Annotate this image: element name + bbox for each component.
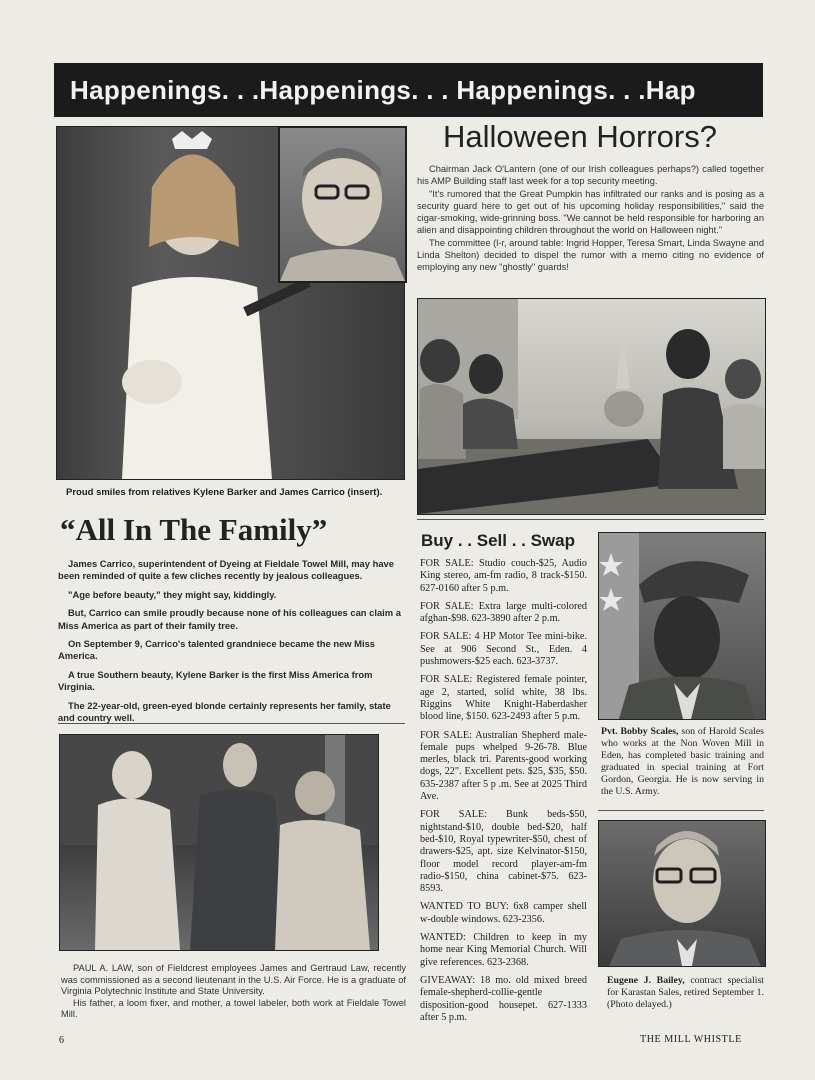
- family-headline: “All In The Family”: [60, 512, 328, 547]
- classified-ad: FOR SALE: Studio couch-$25, Audio King stereo, am-fm radio, 8 track-$150. 627-0160 after 5 p.m.: [420, 558, 587, 594]
- classified-ad: FOR SALE: Australian Shepherd male-female pups whelped 9-26-78. Blue merles, black tri. Parents-good working dogs, 22". Excellent pets. $25, $35, $50. 635-2387 after 5 p .m. See at 2025 Third Ave.: [420, 729, 587, 803]
- classified-ad: WANTED TO BUY: 6x8 camper shell w-double windows. 623-2356.: [420, 901, 587, 925]
- family-paragraph: A true Southern beauty, Kylene Barker is the first Miss America from Virginia.: [58, 668, 373, 693]
- page-number: 6: [59, 1035, 64, 1046]
- family-paragraph: But, Carrico can smile proudly because none of his colleagues can claim a Miss America as part of their family tree.: [58, 607, 401, 631]
- classified-ad: WANTED: Children to keep in my home near King Memorial Church. Will give references. 623-2368.: [420, 932, 587, 968]
- halloween-paragraph: Chairman Jack O'Lantern (one of our Irish colleagues perhaps?) called together his AMP Building staff last week for a top security meeting.: [417, 164, 764, 187]
- section-divider: [58, 723, 405, 724]
- family-paragraph: The 22-year-old, green-eyed blonde certainly represents her family, state and country well.: [58, 699, 391, 724]
- james-carrico-inset-photo: [278, 126, 407, 283]
- bobby-scales-photo: [598, 532, 766, 720]
- paul-law-commission-photo: [59, 734, 379, 951]
- classified-ad: FOR SALE: Registered female pointer, age 2, started, solid white, 38 lbs. Riggins White Knight-Haberdasher blood line, $150. 623-2493 after 5 p.m.: [420, 674, 587, 723]
- family-paragraph: On September 9, Carrico's talented grandniece became the new Miss America.: [58, 638, 376, 662]
- bobby-scales-text: son of Harold Scales who works at the Non Woven Mill in Eden, has completed basic training and graduated in special training at Fort Gordon, Georgia. He is now serving in the U.S. Army.: [601, 726, 764, 797]
- eugene-bailey-caption: [607, 975, 764, 1011]
- halloween-headline: Halloween Horrors?: [443, 119, 717, 154]
- classified-ad: FOR SALE: Bunk beds-$50, nightstand-$10, double bed-$20, half bed-$10, Royal typewriter-$50, chest of drawers-$25, apt. size Kelvinator-$150, floor model record player-am-fm radio-$150, china cabinet-$75. 623-8593.: [420, 809, 587, 895]
- classified-ads: [420, 558, 587, 1030]
- miss-america-caption: Proud smiles from relatives Kylene Barker and James Carrico (insert).: [66, 487, 383, 498]
- classified-ad: FOR SALE: 4 HP Motor Tee mini-bike. See at 906 Second St., Eden. 4 pushmowers-$25 each. 623-3737.: [420, 631, 587, 668]
- halloween-paragraph: "It's rumored that the Great Pumpkin has infiltrated our ranks and is posing as a security guard here to get out of his upcoming holiday responsibilities," said the cigar-smoking, wide-grinning boss. "We cannot be held responsible for harboring an alien and disappointing children throughout the world on Halloween night.": [417, 188, 764, 236]
- classified-ad: GIVEAWAY: 18 mo. old mixed breed female-shepherd-collie-gentle disposition-good housepet. 627-1333 after 5 p.m.: [420, 974, 587, 1023]
- halloween-story: [417, 163, 764, 274]
- publication-name: THE MILL WHISTLE: [640, 1034, 742, 1045]
- halloween-paragraph: The committee (l-r, around table: Ingrid Hopper, Teresa Smart, Linda Swayne and Linda Shelton) decided to dispel the rumor with a memo citing no evidence of employing any new "ghostly" guards!: [417, 237, 764, 273]
- paul-law-caption-line: PAUL A. LAW, son of Fieldcrest employees James and Gertraud Law, recently was commissioned as a second lieutenant in the U.S. Air Force. He is a graduate of Virginia Polytechnic Institute and State University.: [61, 963, 406, 997]
- family-story: [58, 558, 405, 730]
- eugene-bailey-photo: [598, 820, 766, 967]
- paul-law-caption-line: His father, a loom fixer, and mother, a towel labeler, both work at Fieldale Towel Mill.: [61, 997, 406, 1020]
- classified-ad: FOR SALE: Extra large multi-colored afghan-$98. 623-3890 after 2 p.m.: [420, 600, 587, 625]
- section-divider: [598, 810, 764, 811]
- family-paragraph: "Age before beauty," they might say, kiddingly.: [68, 588, 277, 600]
- swap-headline: Buy . . Sell . . Swap: [421, 531, 575, 550]
- halloween-committee-photo: [417, 298, 766, 515]
- eugene-bailey-name: Eugene J. Bailey,: [607, 975, 685, 986]
- family-paragraph: James Carrico, superintendent of Dyeing at Fieldale Towel Mill, may have been reminded of quite a few cliches recently by jealous colleagues.: [58, 558, 394, 582]
- eugene-bailey-text: contract specialist for Karastan Sales, retired September 1. (Photo delayed.): [607, 975, 764, 1010]
- section-divider: [417, 519, 764, 520]
- paul-law-caption: [61, 963, 406, 1021]
- bobby-scales-caption: [601, 726, 764, 798]
- happenings-banner: Happenings. . .Happenings. . . Happenings. . .Hap: [54, 63, 763, 117]
- bobby-scales-name: Pvt. Bobby Scales,: [601, 726, 679, 737]
